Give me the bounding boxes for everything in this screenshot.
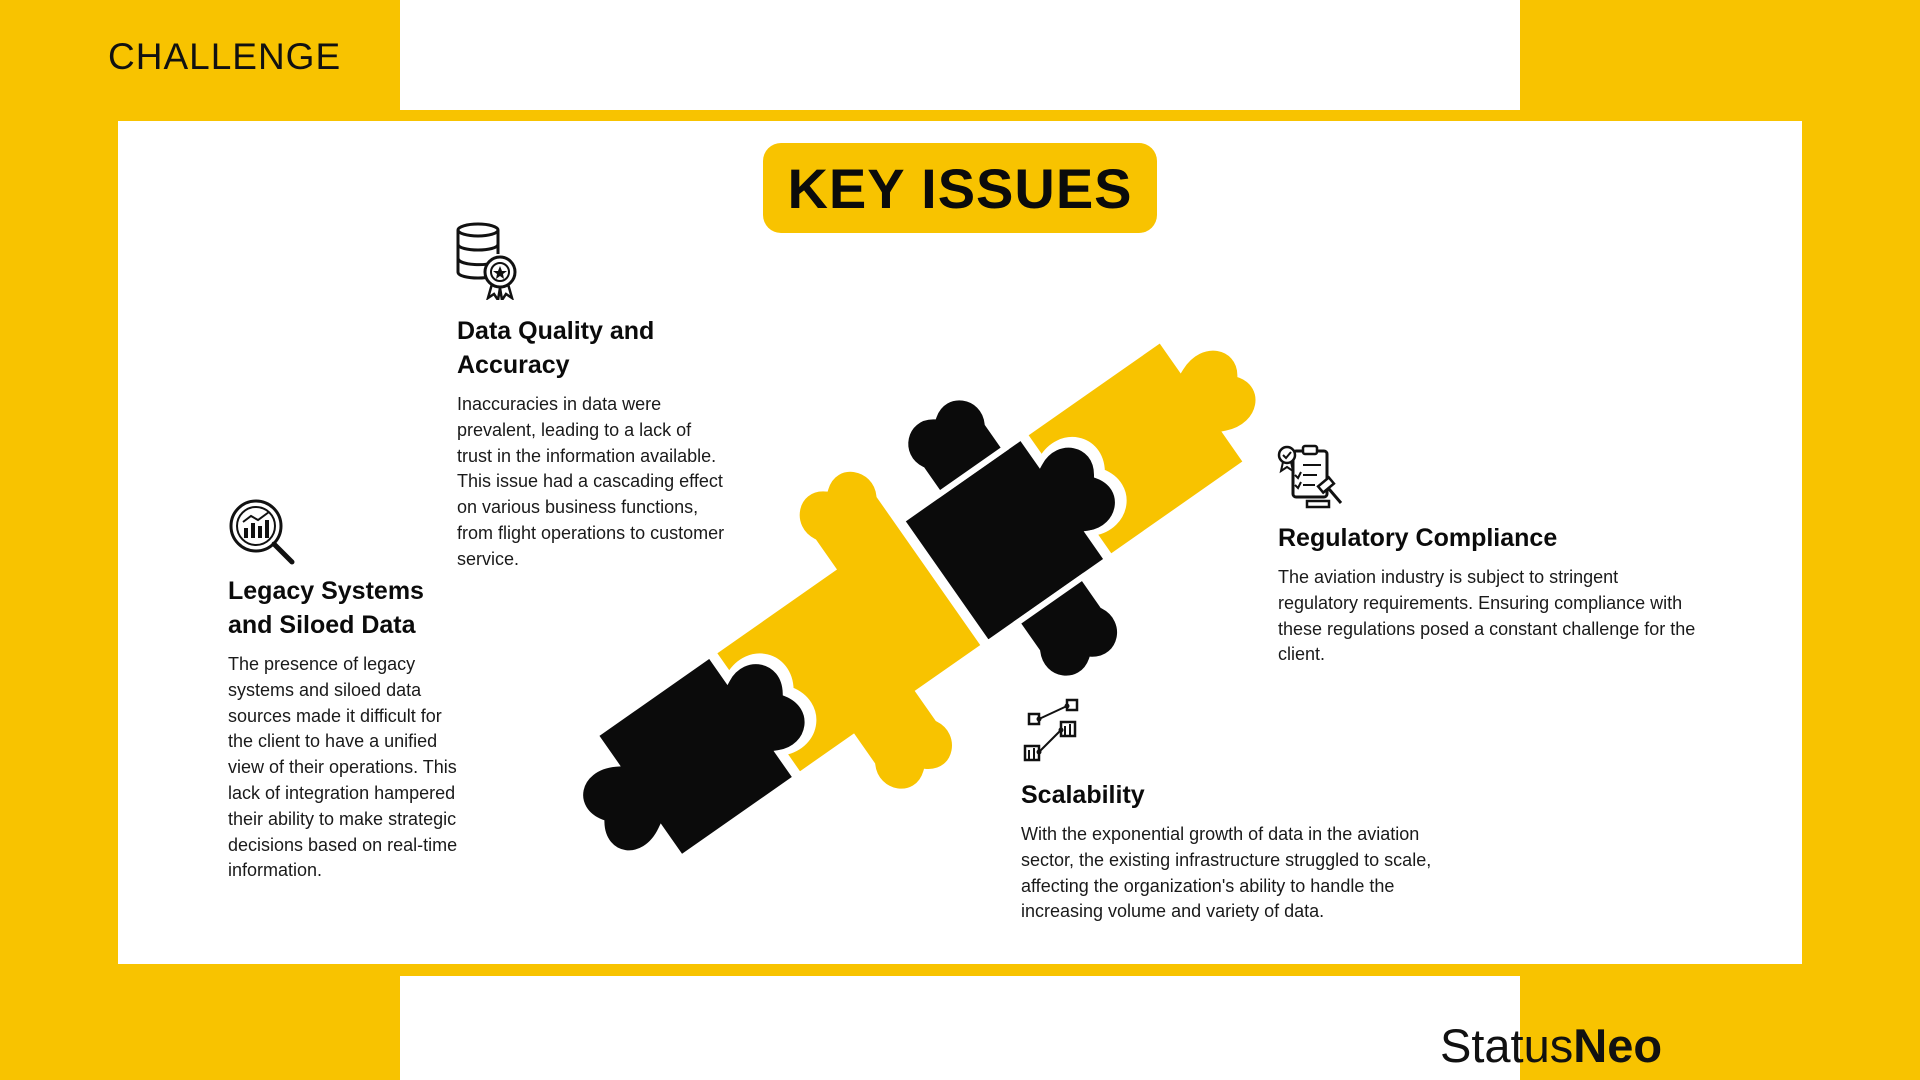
issue-title: Regulatory Compliance <box>1278 524 1558 552</box>
issue-scalability <box>1021 778 1441 925</box>
issue-data-quality <box>457 314 727 573</box>
scaling-bars-icon <box>1021 698 1087 764</box>
magnifier-chart-icon <box>226 496 298 568</box>
issue-legacy-systems <box>228 574 468 884</box>
issue-description: Inaccuracies in data were prevalent, leading to a lack of trust in the information available. This issue had a cascading effect on various business functions, from flight operations to customer service. <box>457 394 725 569</box>
issue-title: Data Quality and Accuracy <box>457 317 655 379</box>
database-badge-icon <box>456 222 522 300</box>
clipboard-gavel-icon <box>1277 443 1345 511</box>
brand-logo <box>1440 1016 1662 1076</box>
bottom-white-strip <box>400 976 1520 1080</box>
issue-description: The aviation industry is subject to stringent regulatory requirements. Ensuring compliance with these regulations posed a constant challenge for the client. <box>1278 567 1696 665</box>
top-white-strip <box>400 0 1520 110</box>
issue-description: With the exponential growth of data in the aviation sector, the existing infrastructure struggled to scale, affecting the organization's ability to handle the increasing volume and variety of data. <box>1021 824 1432 922</box>
issue-regulatory-compliance <box>1278 521 1698 668</box>
section-label: CHALLENGE <box>108 36 342 77</box>
issue-title: Scalability <box>1021 781 1145 809</box>
key-issues-heading: KEY ISSUES <box>763 143 1157 233</box>
brand-logo-part1: Status <box>1440 1019 1574 1072</box>
brand-logo-part2: Neo <box>1573 1019 1663 1072</box>
issue-description: The presence of legacy systems and siloed data sources made it difficult for the client to have a unified view of their operations. This lack of integration hampered their ability to make strategic decisions based on real-time information. <box>228 654 458 881</box>
issue-title: Legacy Systems and Siloed Data <box>228 577 424 639</box>
